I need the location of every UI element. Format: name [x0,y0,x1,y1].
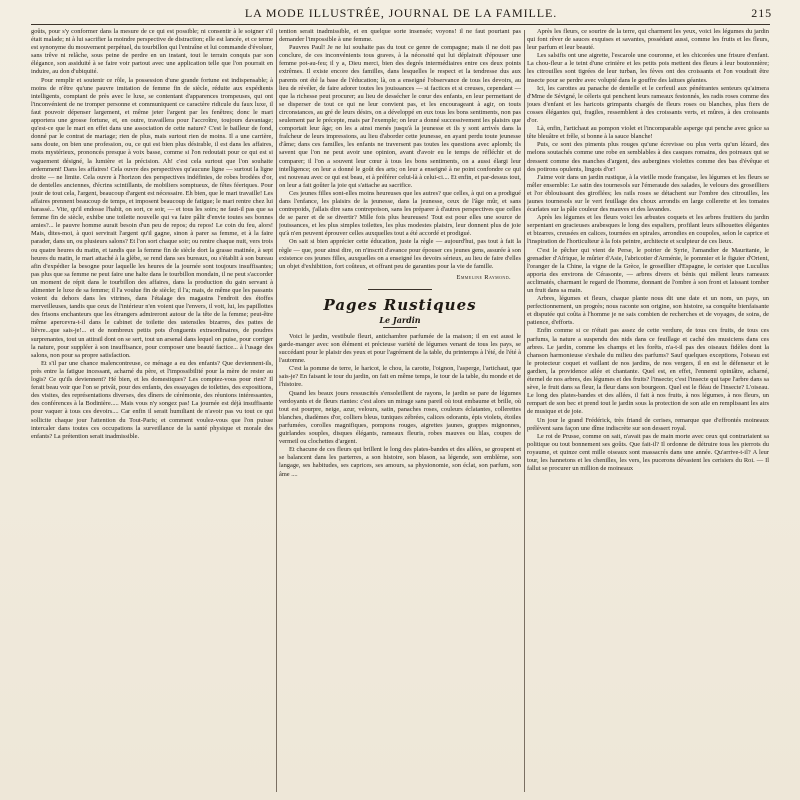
paragraph: J'aime voir dans un jardin rustique, à la vieille mode française, les légumes et les fleurs se mêler ensemble: Le satin des tournesols sur l'émeraude des salades, le velours des groseilliers et l'or éblouissant des giroflées; les rails roses se détachent sur l'ombre des citrouilles, les jaunes tournesols sur le vert feuillage des choux arrondis en large collerette et les tomates écarlates sur la pâle couleur des mauves et des lavandes. [527,173,769,214]
header-rule [31,24,770,25]
section-separator [368,289,432,290]
column-divider [276,30,277,792]
paragraph: Ces jeunes filles sont-elles moins heureuses que les autres? que celles, à qui on a prodigué dans l'enfance, les plaisirs de la jeunesse, dans la jeunesse, ceux de l'âge mûr, et sans contrepoids, j'allais dire sans contrepoison, sans les préparer à d'autres perspectives que celles de se parer et de se divertir? Mille fois plus heureuses! Tout est pour elles une source de jouissances, et les plus simples toilettes, les plus modestes plaisirs, leur donnent plus de joie qu'à n'en peuvent éprouver celles auxquelles tout a été accordé et prodigué. [279,189,521,238]
author-signature: Emmeline Raymond. [456,273,511,281]
paragraph: goûts, pour s'y conformer dans la mesure de ce qui est possible; ni consentir à le soigner s'il était malade; ni à lui sacrifier la moindre perspective de distraction; elle est lancée, et ce terme est synonyme du mouvement perpétuel, du tourbillon qui l'entraîne et lui commande d'évoluer, sans trêve ni relâche, sous peine de perdre en un instant, tout le terrain conquis par son élégance, son assiduité à se faire voir partout avec une application telle que l'on pourrait en induire, au don d'ubiquité. [31,28,273,76]
column-divider [524,30,525,792]
paragraph: Là, enfin, l'artichaut au pompon violet et l'incomparable asperge qui penche avec grâce sa tête bleuâtre et frêle, si bonne à la sauce blanche! [527,125,769,141]
paragraph: Quand les beaux jours ressuscités s'ensoleillent de rayons, le jardin se pare de légumes verdoyants et de fleurs riantes: c'est alors un mirage sans pareil où tout embaume et brille, où tout est pourpre, neige, azur, velours, satin, panaches roses, couleurs éclatantes, collerettes blanches, diadèmes d'or, colliers bleus, tuniques zébrées, calices odorants, épis violets, étoiles parfumées, corolles magnifiques, pompons rouges, aigrettes jaunes, grappes mignonnes, guirlandes souples, disques élégants, rameaux fleuris, robes mauves ou lilas, coupes de vermeil ou clochettes d'argent. [279,389,521,446]
journal-title: LA MODE ILLUSTRÉE, JOURNAL DE LA FAMILLE. [244,6,558,20]
column-2 [279,28,521,792]
paragraph: Pour remplir et soutenir ce rôle, la possession d'une grande fortune est indispensable; à moins de n'être qu'une pauvre imitation de femme fin de siècle, réduite aux expédients intelligents, comptant de près avec le luxe, se contentant d'apparences trompeuses, qui ont l'inconvénient de ne tromper personne et communiquent ce caractère ridicule du faux luxe, il faut pouvoir dépenser largement, et même jeter l'argent par les fenêtres; donc le mari apportera une grosse fortune, et, en outre, travaillera pour l'accroître, toujours davantage; qu'est-ce que le mari en effet dans une association de cette nature? C'est le bailleur de fond, donné par le contrat de mariage; rien de plus, mais surtout rien de moins. Il a une carrière, sans doute, on bien une profession, ou, ce qui est bien plus désirable, il est dans les affaires, mots mystérieux, prononcés presque à voix basse, comme si l'on redoutait pour ce qui est si vaguement désigné, la lumière et la précision. Ah! c'est cela surtout que l'on souhaite ardemment! Dans les affaires! Cela ouvre des perspectives qu'aucune ligne — surtout la ligne droite — ne limite. Cela ouvre à l'horizon des perspectives indéfinies, de robes brodées d'or, de dentelles anciennes, d'écrins scintillants, de mobiliers somptueux, de fêtes féeriques. Pour jouir de tout cela, l'argent, beaucoup d'argent est nécessaire. Eh bien, que le mari travaille! Les affaires prennent beaucoup de temps, et imposent beaucoup de fatigue; le mari rentre chez lui harassé... Vite, qu'il endosse l'habit, on sort, ce soir, — et tous les soirs; ne faut-il pas que sa femme fin de siècle, exhibe une toilette nouvelle qui va faire pâlir d'envie toutes ses bonnes amies?... le pauvre homme aurait besoin d'un peu de repos; du repos! Le coin du feu, alors! Mais, dites-moi, à quoi servirait l'argent qu'il gagne, sinon à parer sa femme, et à la faire parader, dans un, ou plusieurs salons? Et l'on sort chaque soir; ou rentre chaque nuit, vers trois ou quatre heures du matin, et tandis que la femme fin de siècle dort la grasse matinée, à sept heures du matin, le mari attaché à la glèbe, se rend dans ses bureaux, ou s'établit à son bureau afin d'expédier la besogne pour laquelle les heures de la journée sont toujours insuffisantes; pas plus que sa femme ne peut faire une halte dans le tourbillon mondain, il ne peut s'accorder un moment de répit dans le tourbillon des affaires, dans la production du gain servant à alimenter le luxe de sa femme; il l'a voulue fin de siècle; il l'a; mais, de même que les passants voient du dehors dans les vitrines, dans l'étalage des magasins l'endroit des étoffes merveilleuses, tandis que ceux de l'intérieur n'en voient que l'envers, il voit, lui, les papillottes des frisons enchanteurs que les étrangers admireront autour de la tête de la femme; peut-être même apercevra-t-il dans le cabinet de toilette des ustensiles bizarres, des pattes de lièvre...que sais-je!... et de nombreux petits pots d'onguents extraordinaires, de poudres surprenantes, tout un attirail dont on se sert, tout un arsenal dans lequel on puise, pour corriger la nature, pour suppléer à son insuffisance, pour composer une beauté factice... à l'usage des salons, non pour sa propre satisfaction. [31,76,273,359]
paragraph: tention serait inadmissible, et en quelque sorte insensée; voyons! il ne faut pourtant pas demander l'impossible à une femme. [279,28,521,44]
paragraph: Enfin comme si ce n'était pas assez de cette verdure, de tous ces fruits, de tous ces parfums, la nature a suspendu des nids dans ce feuillage et caché des musiciens dans ces arbres. Le jardin, comme les champs et les forêts, n'a-t-il pas des oiseaux fidèles dont la chanson harmonieuse s'exhale du milieu des parfums? Sauf quelques exceptions, l'oiseau est le protecteur coquet et vaillant de nos jardins, de nos vergers, il en est le défenseur et le gardien, la providence ailée et chantante. Quel est, en effet, l'ennemi opiniâtre, acharné, éternel de nos arbres, des légumes et des fruits? l'insecte; c'est l'insecte qui tape l'arbre dans sa sève, le fruit dans sa fleur, la fleur dans son bourgeon. Quel est le fléau de l'insecte? L'oiseau. Le long des plates-bandes et des allées, il fait à nos fruits, à nos légumes, à nos fleurs, un rempart de son bec et prend tout le jardin sous la protection de son aile en remplissant les airs de musique et de joie. [527,327,769,416]
paragraph: C'est la pomme de terre, le haricot, le chou, la carotte, l'oignon, l'asperge, l'artichaut, que sais-je? En faisant le tour du jardin, on fait en même temps, le tour de la table, du monde et de l'histoire. [279,365,521,389]
paragraph: Les salsifis ont une aigrette, l'escarole une couronne, et les chicorées une frisure d'enfant. La chou-fleur a le teint d'une crinière et les petits pois mettent des fleurs à leur boutonnière; les citrouilles sont tigrées de leur turban, les fèves ont des croissants et l'on voudrait être insecte pour se perdre avec volupté dans le gouffre des laitues géantes. [527,52,769,84]
section-title: Pages Rustiques [323,295,477,314]
paragraph: Arbres, légumes et fleurs, chaque plante nous dit une date et un nom, un pays, un perfectionnement, un progrès; nous raconte son origine, son histoire, sa conquête bienfaisante et disputée qui coûta à l'homme je ne sais combien de recherches et de voyages, de soins, de patience, d'efforts. [527,295,769,327]
text-columns [31,28,771,792]
paragraph: Et chacune de ces fleurs qui brillent le long des plates-bandes et des allées, se groupent et se balancent dans les parterres, a son histoire, son blason, sa légende, son emblème, son langage, ses habitudes, ses caprices, ses amours, sa physionomie, son éclat, son parfum, son âme .... [279,446,521,478]
paragraph: Après les légumes et les fleurs voici les arbustes coquets et les arbres fruitiers du jardin serpentant en gracieuses arabesques le long des espaliers, profilant leurs silhouettes élégantes et bizarres, creusées en calices, tournées en spirales, arrondies en coupoles, selon le caprice et l'inspiration de l'horticulteur à la fois peintre, architecte et sculpteur de ces lieux. [527,214,769,246]
section-subtitle: Le Jardin [379,314,421,325]
page-header [30,6,772,22]
paragraph: C'est le pêcher qui vient de Perse, le poirier de Syrie, l'amandier de Mauritanie, le grenadier d'Afrique, le mûrier d'Asie, l'abricotier d'Arménie, le pommier et le figuier d'Orient, l'oranger de la Chine, la vigne de la Grèce, le groseillier d'Espagne, le cerisier que Lucullus apporta des environs de Cérasonte, — arbres divers et bénis qui mêlent leurs rameaux acclimatés, charmant le regard de l'homme, donnant de l'ombre à son front et laissant tomber un fruit dans sa main. [527,246,769,294]
paragraph: Un jour le grand Frédérick, très friand de cerises, remarque que d'effrontés moineaux prélèvent sans façon une dîme indiscrète sur son dessert royal. [527,416,769,432]
page-number: 215 [751,6,772,20]
column-1 [31,28,273,792]
paragraph: On sait si bien apprécier cette éducation, juste la règle — aujourd'hui, pas tout à fait la règle — que, pour ainsi dire, on n'inscrit d'avance pour épouser ces jeunes gens, assurée à son existence ces jeunes filles, auxquelles on a enseigné les devoirs sérieux, au lieu de faire d'elles un objet d'exhibition, fort coûteux, et offrant peu de garanties pour la vie de famille. [279,238,521,270]
column-3 [527,28,769,792]
paragraph: Après les fleurs, ce sourire de la terre, qui charment les yeux, voici les légumes du jardin qui font rêver de sauces exquises et savantes, possédant aussi, comme les fruits et les fleurs, leur parfum et leur beauté. [527,28,769,52]
subtitle-underline [383,327,417,328]
paragraph: Et s'il par une chance malencontreuse, ce ménage a eu des enfants? Que deviennent-ils, près entre la fatigue incessant, acharné du père, et l'impossibilité pour la mère de rester au logis? Ce qu'ils deviennent? Hé bien, et les domestiques? Les comptez-vous pour rien? Il ferait beau voir que l'on se privât, pour des enfants, des essayages de toilettes, des expositions, des visites, des représentations diverses, des dîners de cérémonie, des réunions intéressantes, des conférences à la Bodinière..... Mais vous n'y songez pas! La journée est déjà insuffisante pour vaquer à tous ces devoirs.... Car enfin il serait humiliant de n'avoir pas vu tout ce qui sollicite chaque jour l'attention du Tout-Paris; et comment voulez-vous que l'on puisse intercaler dans toutes ces occupations la surveillance de la santé physique et morale des enfants? La prétention serait inadmissible. [31,359,273,440]
paragraph: Le roi de Prusse, comme on sait, n'avait pas de main morte avec ceux qui contrariaient sa politique ou tout bonnement ses goûts. Que fait-il? Il ordonne de détruire tous les pierrots du royaume, et quinze cent mille oiseaux sont massacrés dans une année. Qu'arrive-t-il? A leur tour, les hannetons et les chenilles, les vers, les pucerons dévastent les cerisiers du Roi. — Il fallut se procurer un million de moineaux [527,432,769,473]
paragraph: Ici, les carottes au panache de dentelle et le cerfeuil aux pénétrantes senteurs qu'aimera d'Mme de Sévigné, le céleris qui penchent leurs rameaux festonnés, les radis roses comme des joues d'enfant et les haricots grimpants chargés de fleurs roses ou blanches, plus fiers de cosses élégantes qui, fragiles, ressemblent à des croissants verts, et mûres, à des croissants d'or. [527,84,769,125]
paragraph: Pauvres Paul! Je ne lui souhaite pas du tout ce genre de compagne; mais il ne doit pas conclure, de ces inconvénients tous graves, à la nécessité qui lui déplairait d'épouser une femme pot-au-feu; il y a, Dieu merci, bien des degrés intermédiaires entre ces deux points extrêmes. Il existe encore des familles, dans lesquelles le respect et la tendresse dus aux parents ont été la base de l'éducation; là, on a enseigné l'observance de tous les devoirs, au lieu de révéler, de faire adorer toutes les jouissances — si factices et si creuses, cependant — que la richesse peut procurer; au lieu de dessécher le cœur des enfants, en leur permettant de se disperser de tout ce qui ne leur convient pas, et les encourageant à agir, on touts circonstances, au gré de leurs désirs, on a développé en eux tous les bons sentiments, non pas seulement par le précepte, mais par l'exemple; on leur a donné successivement les plaisirs que comportait leur âge; on les a ainsi menés jusqu'à la jeunesse et ils y sont arrivés dans la fraîcheur de leurs impressions, au lieu d'aborder cette jeunesse, en ayant perdu toute jeunesse d'âme; dans ces familles, les enfants ne traversent pas toutes les questions avec aplomb; ils savent que l'on ne peut avoir une opinion, avant d'avoir eu le temps de réfléchir et de comparer; il l'on a souvent leur cœur à tous les bons sentiments, on a aussi élargi leur intelligence; on leur a donné le goût des arts; on leur a enseigné à ne point confondre ce qui est nouveau avec ce qui est beau, et à préférer celui-là à celui-ci.... Et enfin, et par-dessus tout, on leur a fait goûter la joie qui s'attache au sacrifice. [279,44,521,189]
paragraph: Voici le jardin, vestibule fleuri, antichambre parfumée de la maison; il en est aussi le garde-manger avec son élément et précieuse variété de légumes venant de tous les pays, se succédant pour le plaisir des yeux et pour l'agrément de la table, du printemps à l'été, de l'été à l'automne. [279,332,521,365]
paragraph: Puis, ce sont des piments plus rouges qu'une écrevisse ou plus verts qu'un lézard, des melons soutachés comme une robe en semblables à des casques romains, des poireaux qui se dressent comme des manches d'argent, des aubergines violettes comme des bas d'évêque et des potirons opulents, lingots d'or! [527,141,769,173]
